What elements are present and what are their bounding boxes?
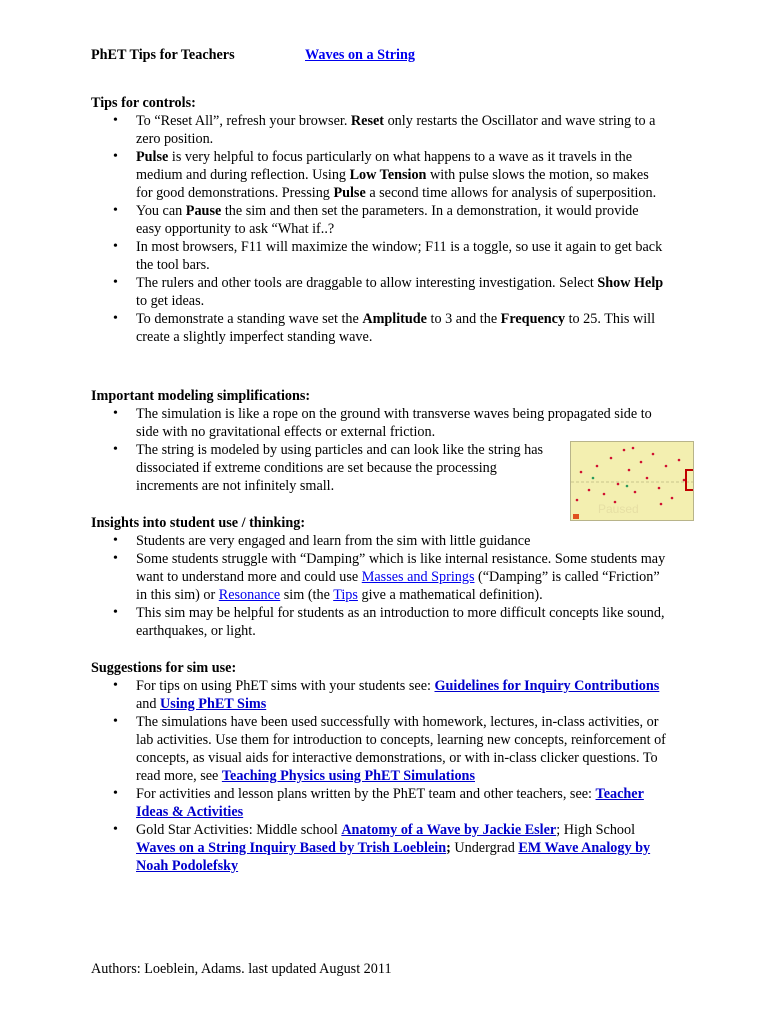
bullet-icon: • <box>113 442 118 457</box>
item-text: For activities and lesson plans written by the PhET team and other teachers, see: <box>136 786 596 802</box>
item-text: and <box>136 696 161 712</box>
list-item <box>0 604 666 640</box>
list-item <box>0 112 666 148</box>
inline-link[interactable]: Masses and Springs <box>361 569 475 585</box>
controls-list <box>0 112 666 346</box>
bold-term: Reset <box>350 113 385 129</box>
bold-term: Pulse <box>333 185 366 201</box>
item-text: sim (the <box>280 587 334 603</box>
item-text: To “Reset All”, refresh your browser. <box>136 113 351 129</box>
bold-term: Frequency <box>500 311 566 327</box>
list-item <box>0 405 666 441</box>
suggestions-list <box>0 677 666 875</box>
bullet-icon: • <box>113 786 118 801</box>
item-text: In most browsers, F11 will maximize the window; F11 is a toggle, so use it again to get back the tool bars. <box>136 239 663 273</box>
bullet-icon: • <box>113 605 118 620</box>
sim-title-link[interactable]: Waves on a String <box>305 47 415 63</box>
bullet-icon: • <box>113 149 118 164</box>
list-item <box>0 238 666 274</box>
item-text: Some students struggle with “Damping” which is like internal resistance. Some students may want to understand more and could use <box>136 551 666 585</box>
item-text: This sim may be helpful for students as an introduction to more difficult concepts like sound, earthquakes, or light. <box>136 605 665 639</box>
item-text: to get ideas. <box>136 293 205 309</box>
insights-list <box>0 532 666 640</box>
list-item <box>0 785 666 821</box>
list-item <box>0 441 544 495</box>
resource-link[interactable]: Guidelines for Inquiry Contributions <box>434 678 660 694</box>
list-item <box>0 148 666 202</box>
resource-link[interactable]: EM Wave Analogy by Noah Podolefsky <box>136 840 651 874</box>
list-item <box>0 821 666 875</box>
bold-term: Amplitude <box>362 311 427 327</box>
item-text: To demonstrate a standing wave set the <box>136 311 363 327</box>
resource-link[interactable]: Waves on a String Inquiry Based by Trish Loeblein <box>136 840 447 856</box>
modeling-heading: Important modeling simplifications: <box>91 388 311 404</box>
item-text: Gold Star Activities: Middle school <box>136 822 342 838</box>
controls-heading: Tips for controls: <box>91 95 196 111</box>
list-item <box>0 532 666 550</box>
item-text: give a mathematical definition). <box>357 587 543 603</box>
sim-screenshot <box>570 441 694 521</box>
bold-term: Pause <box>185 203 222 219</box>
list-item <box>0 202 666 238</box>
bullet-icon: • <box>113 113 118 128</box>
document-header <box>91 46 415 64</box>
item-text: The simulations have been used successfully with homework, lectures, in-class activities, or lab activities. Use them for introduction to concepts, learning new concepts, reinforcement of concepts, as visual aids for interactive demonstrations, or with in-class clicker questions. To read more, see <box>136 714 666 784</box>
item-text: with pulse slows the motion, so makes for good demonstrations. Pressing <box>136 167 649 201</box>
bullet-icon: • <box>113 406 118 421</box>
document-title: PhET Tips for Teachers <box>91 47 235 63</box>
item-text: The string is modeled by using particles and can look like the string has dissociated if extreme conditions are set because the processing increments are not infinitely small. <box>136 442 544 494</box>
item-text: a second time allows for analysis of superposition. <box>365 185 657 201</box>
bullet-icon: • <box>113 275 118 290</box>
item-text: (“Damping” is called “Friction” in this sim) or <box>136 569 660 603</box>
bullet-icon: • <box>113 678 118 693</box>
inline-link[interactable]: Tips <box>333 587 358 603</box>
inline-link[interactable]: Resonance <box>218 587 281 603</box>
item-text: is very helpful to focus particularly on what happens to a wave as it travels in the medium and during reflection. Using <box>136 149 633 183</box>
list-item <box>0 550 666 604</box>
list-item <box>0 677 666 713</box>
bold-term: Show Help <box>597 275 664 291</box>
list-item <box>0 713 666 785</box>
modeling-list <box>0 405 666 495</box>
bold-term: Low Tension <box>349 167 427 183</box>
item-text: ; High School <box>556 822 636 838</box>
item-text: to 3 and the <box>426 311 501 327</box>
bullet-icon: • <box>113 311 118 326</box>
resource-link[interactable]: Anatomy of a Wave by Jackie Esler <box>341 822 557 838</box>
insights-heading: Insights into student use / thinking: <box>91 515 306 531</box>
item-text: Students are very engaged and learn from the sim with little guidance <box>136 533 531 549</box>
item-text: For tips on using PhET sims with your students see: <box>136 678 435 694</box>
list-item <box>0 310 666 346</box>
bullet-icon: • <box>113 822 118 837</box>
bold-term: ; <box>446 840 451 856</box>
footer-authors: Authors: Loeblein, Adams. last updated August 2011 <box>91 961 392 977</box>
item-text: You can <box>136 203 186 219</box>
bullet-icon: • <box>113 239 118 254</box>
list-item <box>0 274 666 310</box>
item-text: The simulation is like a rope on the ground with transverse waves being propagated side to side with no gravitational effects or external friction. <box>136 406 652 440</box>
item-text: the sim and then set the parameters. In a demonstration, it would provide easy opportunity to ask “What if..? <box>136 203 639 237</box>
item-text: Undergrad <box>450 840 519 856</box>
bullet-icon: • <box>113 714 118 729</box>
paused-label: Paused <box>598 502 639 516</box>
item-text: to 25. This will create a slightly imperfect standing wave. <box>136 311 656 345</box>
item-text: only restarts the Oscillator and wave string to a zero position. <box>136 113 656 147</box>
bullet-icon: • <box>113 203 118 218</box>
suggestions-heading: Suggestions for sim use: <box>91 660 237 676</box>
item-text: The rulers and other tools are draggable to allow interesting investigation. Select <box>136 275 598 291</box>
resource-link[interactable]: Teacher Ideas & Activities <box>136 786 644 820</box>
resource-link[interactable]: Using PhET Sims <box>160 696 267 712</box>
bullet-icon: • <box>113 533 118 548</box>
resource-link[interactable]: Teaching Physics using PhET Simulations <box>221 768 475 784</box>
bold-term: Pulse <box>136 149 169 165</box>
bullet-icon: • <box>113 551 118 566</box>
